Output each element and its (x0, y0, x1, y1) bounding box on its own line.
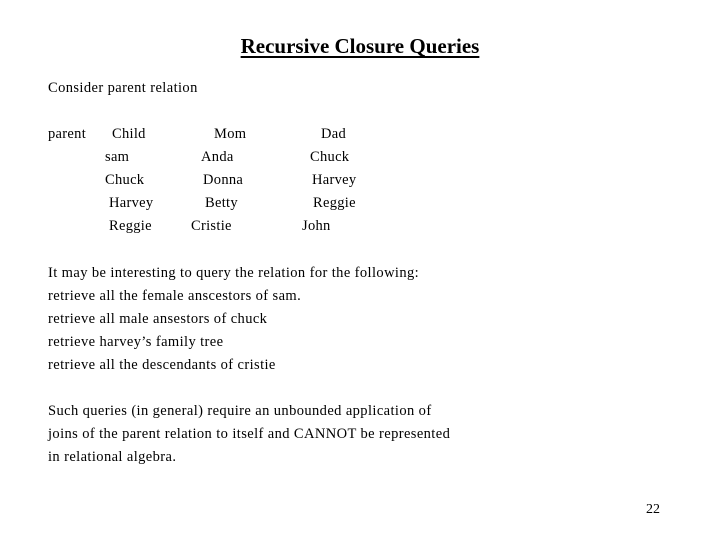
relation-name: parent (48, 126, 87, 142)
table-cell-mom: Cristie (191, 218, 232, 234)
table-cell-dad: John (302, 218, 331, 234)
query-item: retrieve harvey’s family tree (48, 334, 224, 350)
query-item: retrieve all the descendants of cristie (48, 357, 276, 373)
table-cell-dad: Reggie (313, 195, 356, 211)
table-cell-mom: Anda (201, 149, 234, 165)
table-cell-child: Reggie (109, 218, 152, 234)
table-cell-dad: Harvey (312, 172, 357, 188)
query-item: retrieve all the female anscestors of sam. (48, 288, 302, 304)
table-cell-child: sam (105, 149, 130, 165)
table-cell-mom: Betty (205, 195, 238, 211)
column-header-dad: Dad (321, 126, 347, 142)
query-item: retrieve all male ansestors of chuck (48, 311, 268, 327)
table-cell-dad: Chuck (310, 149, 350, 165)
queries-intro: It may be interesting to query the relation for the following: (48, 265, 420, 281)
table-cell-child: Chuck (105, 172, 145, 188)
column-header-mom: Mom (214, 126, 247, 142)
conclusion-line: joins of the parent relation to itself and CANNOT be represented (48, 426, 451, 442)
slide-title: Recursive Closure Queries (240, 34, 480, 58)
table-cell-child: Harvey (109, 195, 154, 211)
conclusion-line: Such queries (in general) require an unbounded application of (48, 403, 432, 419)
intro-text: Consider parent relation (48, 80, 198, 96)
table-cell-mom: Donna (203, 172, 244, 188)
conclusion-line: in relational algebra. (48, 449, 177, 465)
column-header-child: Child (112, 126, 146, 142)
page-number: 22 (646, 502, 660, 517)
